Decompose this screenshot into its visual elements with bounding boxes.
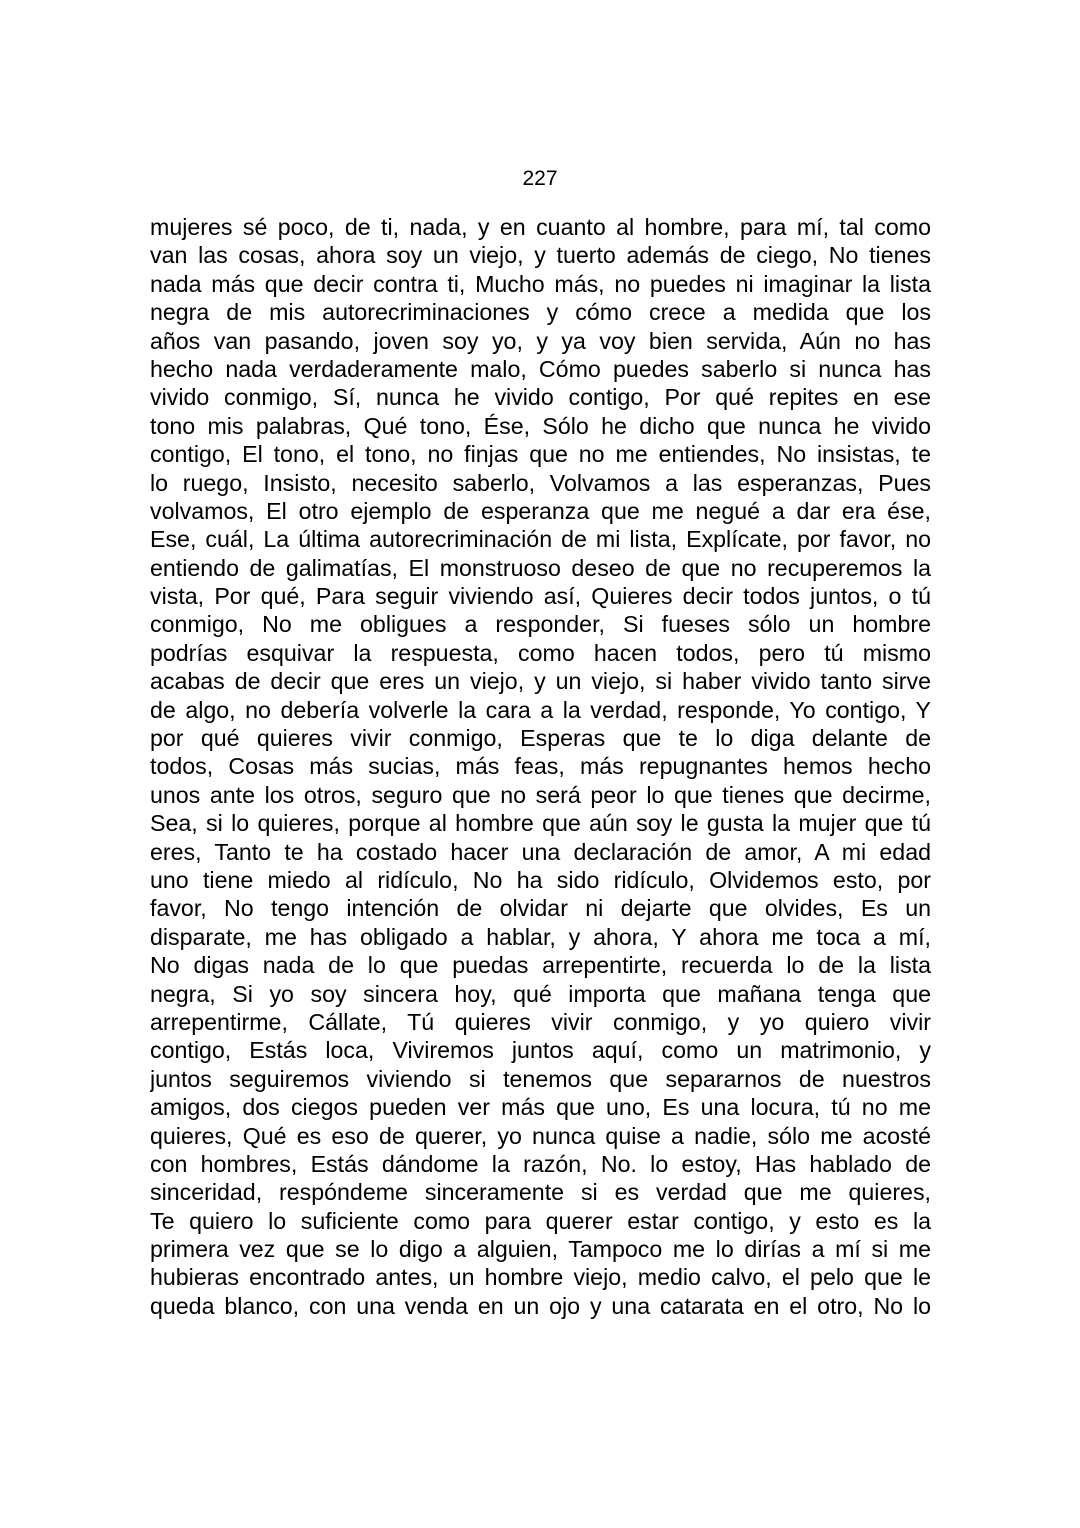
text-line: Ese, cuál, La última autorecriminación de mi lista, Explícate, por favor, no	[150, 526, 931, 553]
text-line: nada más que decir contra ti, Mucho más, no puedes ni imaginar la lista	[150, 270, 931, 297]
text-line: volvamos, El otro ejemplo de esperanza que me negué a dar era ése,	[150, 497, 931, 524]
text-line: de algo, no debería volverle la cara a la verdad, responde, Yo contigo, Y	[150, 696, 931, 723]
text-line: amigos, dos ciegos pueden ver más que uno, Es una locura, tú no me	[150, 1094, 931, 1121]
text-line: por qué quieres vivir conmigo, Esperas que te lo diga delante de	[150, 725, 931, 752]
text-line: negra de mis autorecriminaciones y cómo crece a medida que los	[150, 299, 931, 326]
text-line: uno tiene miedo al ridículo, No ha sido ridículo, Olvidemos esto, por	[150, 866, 931, 893]
text-line: negra, Si yo soy sincera hoy, qué importa que mañana tenga que	[150, 980, 931, 1007]
text-line: acabas de decir que eres un viejo, y un viejo, si haber vivido tanto sirve	[150, 668, 931, 695]
text-line: arrepentirme, Cállate, Tú quieres vivir conmigo, y yo quiero vivir	[150, 1008, 931, 1035]
text-line: eres, Tanto te ha costado hacer una declaración de amor, A mi edad	[150, 838, 931, 865]
text-line: hecho nada verdaderamente malo, Cómo puedes saberlo si nunca has	[150, 355, 931, 382]
text-line: con hombres, Estás dándome la razón, No. lo estoy, Has hablado de	[150, 1150, 931, 1177]
text-line: lo ruego, Insisto, necesito saberlo, Volvamos a las esperanzas, Pues	[150, 469, 931, 496]
text-line: entiendo de galimatías, El monstruoso deseo de que no recuperemos la	[150, 554, 931, 581]
text-line: vista, Por qué, Para seguir viviendo así, Quieres decir todos juntos, o tú	[150, 583, 931, 610]
text-line: hubieras encontrado antes, un hombre viejo, medio calvo, el pelo que le	[150, 1264, 931, 1291]
text-line: tono mis palabras, Qué tono, Ése, Sólo he dicho que nunca he vivido	[150, 412, 931, 439]
text-line: quieres, Qué es eso de querer, yo nunca quise a nadie, sólo me acosté	[150, 1122, 931, 1149]
text-line: Sea, si lo quieres, porque al hombre que aún soy le gusta la mujer que tú	[150, 810, 931, 837]
text-line: van las cosas, ahora soy un viejo, y tuerto además de ciego, No tienes	[150, 242, 931, 269]
text-line: queda blanco, con una venda en un ojo y una catarata en el otro, No lo	[150, 1292, 931, 1319]
text-line: conmigo, No me obligues a responder, Si fueses sólo un hombre	[150, 611, 931, 638]
body-text	[150, 213, 931, 1320]
text-line: vivido conmigo, Sí, nunca he vivido contigo, Por qué repites en ese	[150, 384, 931, 411]
text-line: contigo, Estás loca, Viviremos juntos aquí, como un matrimonio, y	[150, 1037, 931, 1064]
text-line: todos, Cosas más sucias, más feas, más repugnantes hemos hecho	[150, 753, 931, 780]
text-line: disparate, me has obligado a hablar, y ahora, Y ahora me toca a mí,	[150, 923, 931, 950]
text-line: juntos seguiremos viviendo si tenemos que separarnos de nuestros	[150, 1065, 931, 1092]
text-line: mujeres sé poco, de ti, nada, y en cuanto al hombre, para mí, tal como	[150, 214, 931, 240]
text-line: sinceridad, respóndeme sinceramente si es verdad que me quieres,	[150, 1179, 931, 1206]
text-line: No digas nada de lo que puedas arrepentirte, recuerda lo de la lista	[150, 952, 931, 979]
text-line: primera vez que se lo digo a alguien, Tampoco me lo dirías a mí si me	[150, 1236, 931, 1263]
text-line: podrías esquivar la respuesta, como hacen todos, pero tú mismo	[150, 639, 931, 666]
page-number: 227	[522, 167, 558, 190]
text-line: favor, No tengo intención de olvidar ni dejarte que olvides, Es un	[150, 895, 931, 922]
text-line: Te quiero lo suficiente como para querer estar contigo, y esto es la	[150, 1207, 931, 1234]
text-line: unos ante los otros, seguro que no será peor lo que tienes que decirme,	[150, 781, 931, 808]
text-line: años van pasando, joven soy yo, y ya voy bien servida, Aún no has	[150, 327, 931, 354]
text-line: contigo, El tono, el tono, no finjas que no me entiendes, No insistas, te	[150, 441, 931, 468]
